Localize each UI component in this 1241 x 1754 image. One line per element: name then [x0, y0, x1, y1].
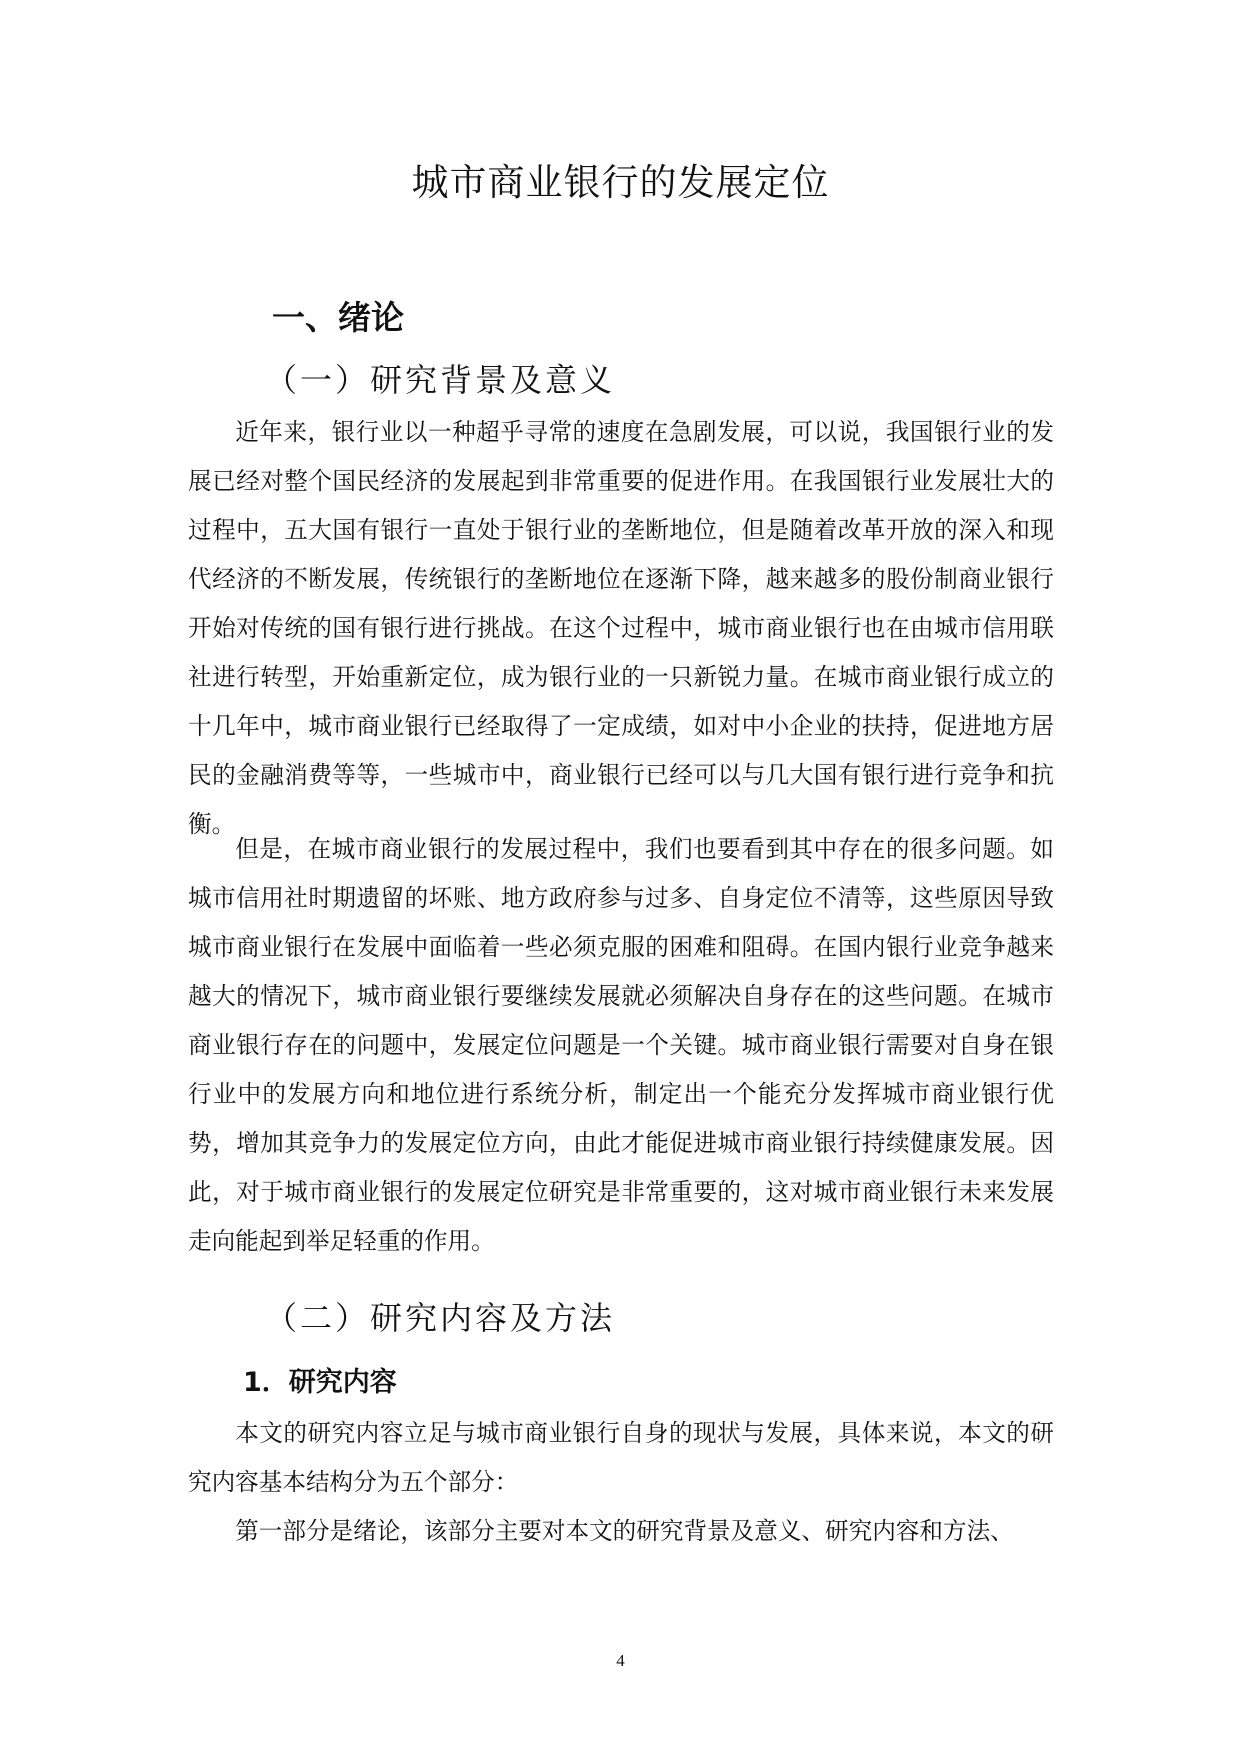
paragraph-research-content: 本文的研究内容立足与城市商业银行自身的现状与发展，具体来说，本文的研究内容基本结构分为五个部分： [188, 1419, 1054, 1496]
subsection-heading-background: （一）研究背景及意义 [265, 361, 616, 399]
section-heading-introduction: 一、绪论 [272, 298, 404, 337]
paragraph-problems: 但是，在城市商业银行的发展过程中，我们也要看到其中存在的很多问题。如城市信用社时期遗留的坏账、地方政府参与过多、自身定位不清等，这些原因导致城市商业银行在发展中面临着一些必须克服的困难和阻碍。在国内银行业竞争越来越大的情况下，城市商业银行要继续发展就必须解决自身存在的这些问题。在城市商业银行存在的问题中，发展定位问题是一个关键。城市商业银行需要对自身在银行业中的发展方向和地位进行系统分析，制定出一个能充分发挥城市商业银行优势，增加其竞争力的发展定位方向，由此才能促进城市商业银行持续健康发展。因此，对于城市商业银行的发展定位研究是非常重要的，这对城市商业银行未来发展走向能起到举足轻重的作用。 [188, 835, 1054, 1255]
paragraph-part-one: 第一部分是绪论，该部分主要对本文的研究背景及意义、研究内容和方法、 [235, 1517, 1014, 1545]
document-title: 城市商业银行的发展定位 [411, 161, 830, 204]
subsubsection-heading-research-content: 1．研究内容 [243, 1367, 397, 1398]
paragraph-background: 近年来，银行业以一种超乎寻常的速度在急剧发展，可以说，我国银行业的发展已经对整个国民经济的发展起到非常重要的促进作用。在我国银行业发展壮大的过程中，五大国有银行一直处于银行业的垄断地位，但是随着改革开放的深入和现代经济的不断发展，传统银行的垄断地位在逐渐下降，越来越多的股份制商业银行开始对传统的国有银行进行挑战。在这个过程中，城市商业银行也在由城市信用联社进行转型，开始重新定位，成为银行业的一只新锐力量。在城市商业银行成立的十几年中，城市商业银行已经取得了一定成绩，如对中小企业的扶持，促进地方居民的金融消费等等，一些城市中，商业银行已经可以与几大国有银行进行竞争和抗衡。 [188, 418, 1054, 838]
subsection-heading-content-methods: （二）研究内容及方法 [265, 1299, 616, 1337]
page-number: 4 [616, 1651, 625, 1670]
